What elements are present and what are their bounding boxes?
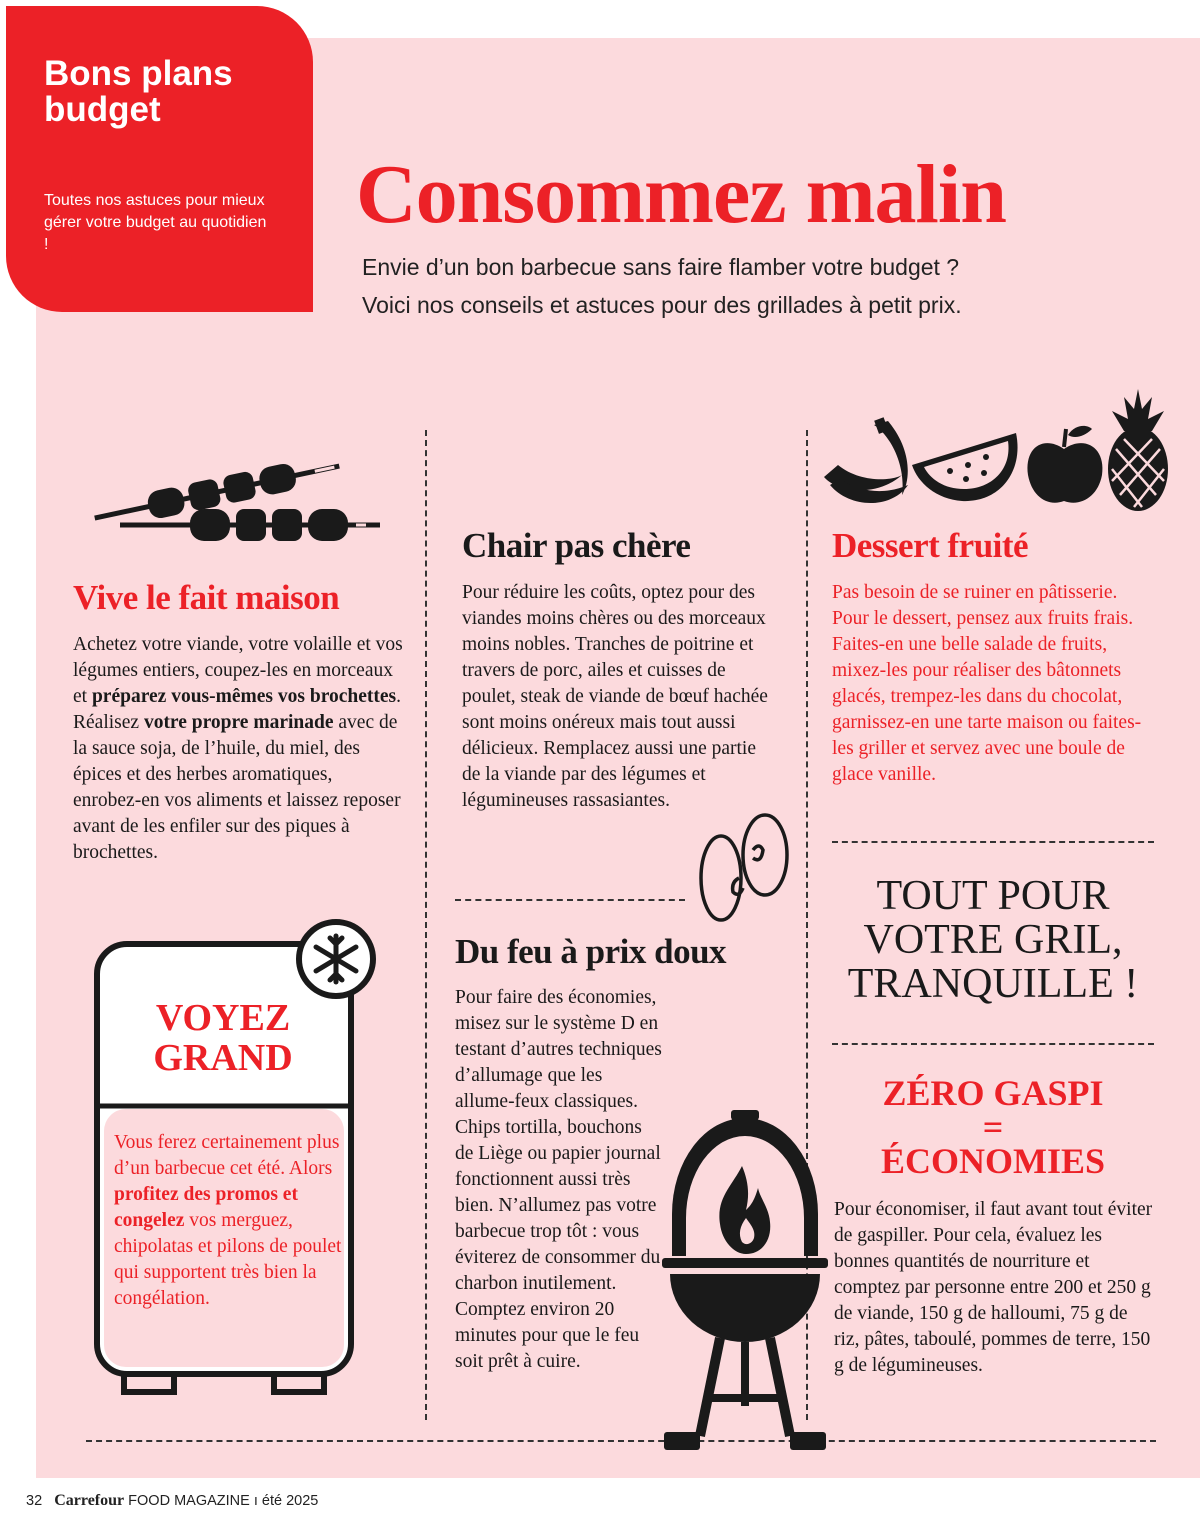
gril-quote	[832, 874, 1154, 1006]
zero-gaspi-heading	[832, 1073, 1154, 1181]
zero-gaspi-line-3: ÉCONOMIES	[880, 1141, 1106, 1181]
text-zero-gaspi: Pour économiser, il faut avant tout éviter de gaspiller. Pour cela, évaluez les bonnes quantités de nourriture et comptez par personne entre 200 et 250 g de viande, 150 g de halloumi, 75 g de riz, pâtes, taboulé, pommes de terre, 150 g de légumineuses.	[834, 1199, 1153, 1376]
watermelon-icon	[912, 433, 1018, 501]
footer-separator: ı	[253, 1493, 258, 1509]
intro-line-2: Voici nos conseils et astuces pour des grillades à petit prix.	[362, 292, 962, 318]
barbecue-icon	[660, 1106, 830, 1456]
divider-col2	[455, 899, 685, 901]
footer-brand: Carrefour	[54, 1492, 125, 1509]
heading-chair-pas-chere: Chair pas chère	[462, 526, 691, 565]
page-number: 32	[26, 1493, 43, 1509]
fridge-title-line-2: GRAND	[153, 1037, 293, 1079]
gril-quote-line-2: VOTRE GRIL,	[863, 917, 1123, 963]
footer-magazine: FOOD MAGAZINE	[128, 1493, 250, 1509]
text-fait-maison-bold1: préparez vous-mêmes vos brochettes	[91, 686, 397, 707]
divider-col3-top	[832, 841, 1154, 843]
page-title: Consommez malin	[356, 148, 1006, 241]
fridge-title-line-1: VOYEZ	[155, 997, 291, 1039]
heading-feu-prix-doux: Du feu à prix doux	[455, 932, 727, 971]
pineapple-icon	[1108, 389, 1168, 511]
snowflake-icon	[295, 918, 377, 1000]
zero-gaspi-line-1: ZÉRO GASPI	[882, 1073, 1104, 1113]
gril-quote-line-1: TOUT POUR	[876, 873, 1110, 919]
intro-text	[362, 248, 1162, 324]
text-fait-maison-part2: . Réalisez	[73, 686, 402, 733]
text-feu-prix-doux: Pour faire des économies, misez sur le système D en testant d’autres techniques d’allumage que les allume-feux classiques. Chips tortilla, bouchons de Liège ou papier journal fonctionnent aussi très bien. N’allumez pas votre barbecue trop tôt : vous éviterez de consommer du charbon inutilement. Comptez environ 20 minutes pour que le feu soit prêt à cuire.	[455, 987, 662, 1372]
text-chair-pas-chere: Pour réduire les coûts, optez pour des viandes moins chères ou des morceaux moins nobles. Tranches de poitrine et travers de porc, ailes et cuisses de poulet, steak de viande de bœuf hachée sont moins onéreux mais tout aussi délicieux. Remplacez aussi une partie de la viande par des légumes et légumineuses rassasiantes.	[462, 582, 768, 811]
text-dessert-fruite: Pas besoin de se ruiner en pâtisserie. Pour le dessert, pensez aux fruits frais. Faites-en une belle salade de fruits, mixez-les pour réaliser des bâtonnets glacés, trempez-les dans du chocolat, garnissez-en une tarte maison ou faites-les griller et servez avec une boule de glace vanille.	[832, 582, 1142, 785]
skewers-icon	[90, 425, 390, 555]
onion-rings-icon	[695, 810, 795, 930]
fruits-icon	[820, 385, 1175, 515]
badge-subtitle: Toutes nos astuces pour mieux gérer votre budget au quotidien !	[44, 192, 267, 253]
fridge-text-part1: Vous ferez certainement plus d’un barbecue cet été. Alors	[114, 1132, 340, 1179]
page-footer	[26, 1492, 318, 1510]
section-badge	[6, 6, 313, 312]
text-fait-maison	[73, 632, 403, 866]
footer-issue: été 2025	[261, 1493, 319, 1509]
heading-dessert-fruite: Dessert fruité	[832, 526, 1029, 565]
text-fait-maison-bold2: votre propre marinade	[143, 712, 334, 733]
apple-icon	[1027, 426, 1102, 503]
fridge-text	[114, 1130, 344, 1312]
column-divider-left	[425, 430, 427, 1420]
gril-quote-line-3: TRANQUILLE !	[847, 961, 1139, 1007]
fridge-title	[96, 998, 350, 1078]
intro-line-1: Envie d’un bon barbecue sans faire flamber votre budget ?	[362, 254, 960, 280]
text-fait-maison-part3: avec de la sauce soja, de l’huile, du miel, des épices et des herbes aromatiques, enrobez-en vos aliments et laissez reposer avant de les enfiler sur des piques à brochettes.	[73, 712, 401, 863]
banana-icon	[824, 417, 908, 503]
zero-gaspi-equals: =	[982, 1107, 1004, 1147]
badge-title: Bons plans budget	[44, 54, 233, 129]
fridge-text-part2: vos merguez, chipolatas et pilons de poulet qui supportent très bien la congélation.	[114, 1210, 342, 1309]
text-fait-maison-part1: Achetez votre viande, votre volaille et vos légumes entiers, coupez-les en morceaux et	[73, 634, 403, 707]
fridge-text-bold: profitez des promos et congelez	[114, 1184, 298, 1231]
divider-bottom	[86, 1440, 1156, 1442]
divider-col3-mid	[832, 1043, 1154, 1045]
heading-fait-maison: Vive le fait maison	[73, 578, 340, 617]
